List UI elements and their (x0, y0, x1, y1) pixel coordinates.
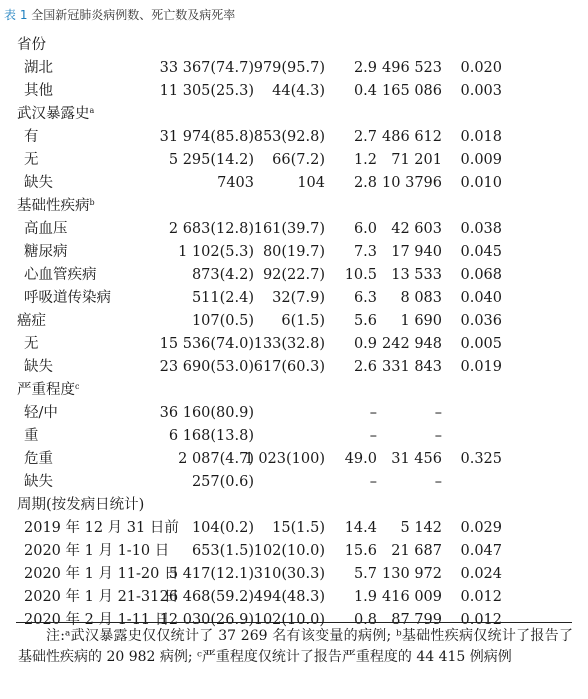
cases-cell: 15 536(74.0) (159, 336, 254, 352)
row-label (24, 333, 39, 356)
deaths-cell: 494(48.3) (253, 589, 325, 605)
deaths-cell: 92(22.7) (262, 267, 325, 283)
row-label-text: 其他 (24, 83, 53, 99)
row-label (24, 517, 179, 540)
case-fatality-cell: 14.4 (344, 520, 377, 536)
table-row (0, 563, 588, 586)
row-label-text: 2020 年 2 月 1-11 日 (24, 612, 170, 628)
deaths-cell: 310(30.3) (253, 566, 325, 582)
person-days-cell: – (434, 428, 442, 444)
row-label (24, 218, 68, 241)
cases-cell: 36 160(80.9) (159, 405, 254, 421)
row-label-text: 缺失 (24, 175, 53, 191)
row-label (24, 356, 53, 379)
person-days-cell: 165 086 (382, 83, 442, 99)
cases-cell: 5 295(14.2) (168, 152, 254, 168)
death-rate-cell: 0.020 (460, 60, 502, 76)
table-title: 全国新冠肺炎病例数、死亡数及病死率 (31, 8, 236, 22)
case-fatality-cell: 7.3 (353, 244, 377, 260)
case-fatality-cell: 5.7 (353, 566, 377, 582)
person-days-cell: 331 843 (382, 359, 442, 375)
row-label-text: 2019 年 12 月 31 日前 (24, 520, 179, 536)
row-label-text: 武汉暴露史 (17, 106, 90, 122)
cases-cell: 23 690(53.0) (159, 359, 254, 375)
person-days-cell: 31 456 (391, 451, 442, 467)
table-row (0, 540, 588, 563)
case-fatality-cell: – (369, 428, 377, 444)
person-days-cell: 87 799 (391, 612, 442, 628)
data-table (0, 34, 588, 632)
row-label (17, 103, 94, 126)
table-section-row (0, 494, 588, 517)
row-label-text: 基础性疾病 (17, 198, 90, 214)
table-section-row (0, 379, 588, 402)
row-label (17, 494, 144, 517)
table-number: 表 1 (4, 8, 28, 22)
row-label-text: 2020 年 1 月 1-10 日 (24, 543, 170, 559)
table-row (0, 586, 588, 609)
row-label (24, 241, 68, 264)
person-days-cell: 10 3796 (382, 175, 442, 191)
table-row (0, 333, 588, 356)
deaths-cell: 44(4.3) (272, 83, 325, 99)
footnote-marker: b (89, 198, 95, 207)
table-footnote: 注:ᵃ武汉暴露史仅仅统计了 37 269 名有该变量的病例; ᵇ基础性疾病仅统计了报告了基础性疾病的 20 982 病例; ᶜ严重程度仅统计了报告严重程度的 44 415 例病例 (18, 628, 573, 665)
deaths-cell: 102(10.0) (253, 612, 325, 628)
row-label-text: 缺失 (24, 359, 53, 375)
table-row (0, 356, 588, 379)
row-label (24, 563, 178, 586)
person-days-cell: 17 940 (391, 244, 442, 260)
case-fatality-cell: – (369, 474, 377, 490)
case-fatality-cell: 0.9 (353, 336, 377, 352)
death-rate-cell: 0.040 (460, 290, 502, 306)
deaths-cell: 161(39.7) (253, 221, 325, 237)
person-days-cell: 130 972 (382, 566, 442, 582)
person-days-cell: – (434, 405, 442, 421)
person-days-cell: 21 687 (391, 543, 442, 559)
cases-cell: 653(1.5) (191, 543, 254, 559)
table-row (0, 425, 588, 448)
row-label-text: 癌症 (17, 313, 46, 329)
table-caption (4, 6, 235, 23)
case-fatality-cell: 0.8 (353, 612, 377, 628)
cases-cell: 7403 (217, 175, 254, 191)
cases-cell: 31 974(85.8) (159, 129, 254, 145)
death-rate-cell: 0.036 (460, 313, 502, 329)
person-days-cell: – (434, 474, 442, 490)
deaths-cell: 617(60.3) (253, 359, 325, 375)
row-label (24, 471, 53, 494)
person-days-cell: 71 201 (391, 152, 442, 168)
cases-cell: 104(0.2) (191, 520, 254, 536)
case-fatality-cell: – (369, 405, 377, 421)
table-row (0, 448, 588, 471)
case-fatality-cell: 5.6 (353, 313, 377, 329)
person-days-cell: 486 612 (382, 129, 442, 145)
case-fatality-cell: 0.4 (353, 83, 377, 99)
row-label-text: 2020 年 1 月 11-20 日 (24, 566, 179, 582)
deaths-cell: 15(1.5) (272, 520, 325, 536)
case-fatality-cell: 2.6 (353, 359, 377, 375)
death-rate-cell: 0.047 (460, 543, 502, 559)
cases-cell: 873(4.2) (191, 267, 254, 283)
death-rate-cell: 0.005 (460, 336, 502, 352)
case-fatality-cell: 2.9 (353, 60, 377, 76)
case-fatality-cell: 2.7 (353, 129, 377, 145)
death-rate-cell: 0.009 (460, 152, 502, 168)
row-label-text: 心血管疾病 (24, 267, 97, 283)
cases-cell: 107(0.5) (191, 313, 254, 329)
deaths-cell: 1 023(100) (244, 451, 325, 467)
row-label (24, 149, 39, 172)
deaths-cell: 66(7.2) (272, 152, 325, 168)
row-label (17, 310, 46, 333)
person-days-cell: 496 523 (382, 60, 442, 76)
death-rate-cell: 0.012 (460, 612, 502, 628)
footnote-marker: a (89, 106, 95, 115)
cases-cell: 2 683(12.8) (168, 221, 254, 237)
cases-cell: 26 468(59.2) (159, 589, 254, 605)
death-rate-cell: 0.010 (460, 175, 502, 191)
table-row (0, 57, 588, 80)
table-row (0, 402, 588, 425)
row-label (17, 379, 79, 402)
case-fatality-cell: 2.8 (353, 175, 377, 191)
cases-cell: 1 102(5.3) (178, 244, 254, 260)
cases-cell: 2 087(4.7) (178, 451, 254, 467)
cases-cell: 33 367(74.7) (159, 60, 254, 76)
row-label (24, 172, 53, 195)
deaths-cell: 853(92.8) (253, 129, 325, 145)
table-row (0, 218, 588, 241)
person-days-cell: 242 948 (382, 336, 442, 352)
row-label (24, 287, 111, 310)
table-section-row (0, 103, 588, 126)
person-days-cell: 13 533 (391, 267, 442, 283)
row-label (24, 264, 97, 287)
person-days-cell: 5 142 (400, 520, 442, 536)
row-label (24, 540, 169, 563)
row-label (24, 126, 39, 149)
row-label-text: 无 (24, 152, 39, 168)
death-rate-cell: 0.068 (460, 267, 502, 283)
death-rate-cell: 0.029 (460, 520, 502, 536)
case-fatality-cell: 49.0 (344, 451, 377, 467)
death-rate-cell: 0.325 (460, 451, 502, 467)
case-fatality-cell: 6.0 (353, 221, 377, 237)
row-label-text: 周期(按发病日统计) (17, 497, 145, 513)
row-label-text: 糖尿病 (24, 244, 68, 260)
case-fatality-cell: 15.6 (344, 543, 377, 559)
table-row (0, 172, 588, 195)
cases-cell: 257(0.6) (191, 474, 254, 490)
row-label (24, 586, 178, 609)
person-days-cell: 42 603 (391, 221, 442, 237)
deaths-cell: 979(95.7) (253, 60, 325, 76)
death-rate-cell: 0.012 (460, 589, 502, 605)
deaths-cell: 104 (297, 175, 325, 191)
table-row (0, 149, 588, 172)
deaths-cell: 133(32.8) (253, 336, 325, 352)
cases-cell: 5 417(12.1) (168, 566, 254, 582)
row-label-text: 2020 年 1 月 21-31 日 (24, 589, 179, 605)
table-row (0, 126, 588, 149)
table-row (0, 471, 588, 494)
person-days-cell: 1 690 (400, 313, 442, 329)
case-fatality-cell: 10.5 (344, 267, 377, 283)
row-label (24, 448, 53, 471)
table-row (0, 287, 588, 310)
deaths-cell: 80(19.7) (262, 244, 325, 260)
row-label-text: 有 (24, 129, 39, 145)
person-days-cell: 416 009 (382, 589, 442, 605)
case-fatality-cell: 6.3 (353, 290, 377, 306)
row-label-text: 省份 (17, 37, 46, 53)
row-label-text: 呼吸道传染病 (24, 290, 111, 306)
table-row (0, 241, 588, 264)
death-rate-cell: 0.018 (460, 129, 502, 145)
row-label (24, 425, 39, 448)
table-row (0, 80, 588, 103)
row-label-text: 湖北 (24, 60, 53, 76)
row-label-text: 无 (24, 336, 39, 352)
row-label-text: 缺失 (24, 474, 53, 490)
case-fatality-cell: 1.9 (353, 589, 377, 605)
case-fatality-cell: 1.2 (353, 152, 377, 168)
deaths-cell: 6(1.5) (281, 313, 325, 329)
cases-cell: 12 030(26.9) (159, 612, 254, 628)
death-rate-cell: 0.045 (460, 244, 502, 260)
death-rate-cell: 0.003 (460, 83, 502, 99)
table-section-row (0, 34, 588, 57)
row-label-text: 重 (24, 428, 39, 444)
table-bottom-rule (16, 622, 572, 623)
table-row (0, 517, 588, 540)
row-label (17, 34, 46, 57)
row-label (17, 195, 95, 218)
person-days-cell: 8 083 (400, 290, 442, 306)
row-label (24, 402, 58, 425)
cases-cell: 11 305(25.3) (159, 83, 254, 99)
death-rate-cell: 0.019 (460, 359, 502, 375)
table-section-row (0, 310, 588, 333)
death-rate-cell: 0.038 (460, 221, 502, 237)
death-rate-cell: 0.024 (460, 566, 502, 582)
footnote-marker: c (75, 382, 80, 391)
table-row (0, 264, 588, 287)
row-label-text: 严重程度 (17, 382, 75, 398)
cases-cell: 511(2.4) (191, 290, 254, 306)
cases-cell: 6 168(13.8) (168, 428, 254, 444)
row-label (24, 80, 53, 103)
row-label (24, 57, 53, 80)
table-section-row (0, 195, 588, 218)
row-label-text: 危重 (24, 451, 53, 467)
row-label-text: 轻/中 (24, 405, 58, 421)
deaths-cell: 102(10.0) (253, 543, 325, 559)
deaths-cell: 32(7.9) (272, 290, 325, 306)
row-label-text: 高血压 (24, 221, 68, 237)
